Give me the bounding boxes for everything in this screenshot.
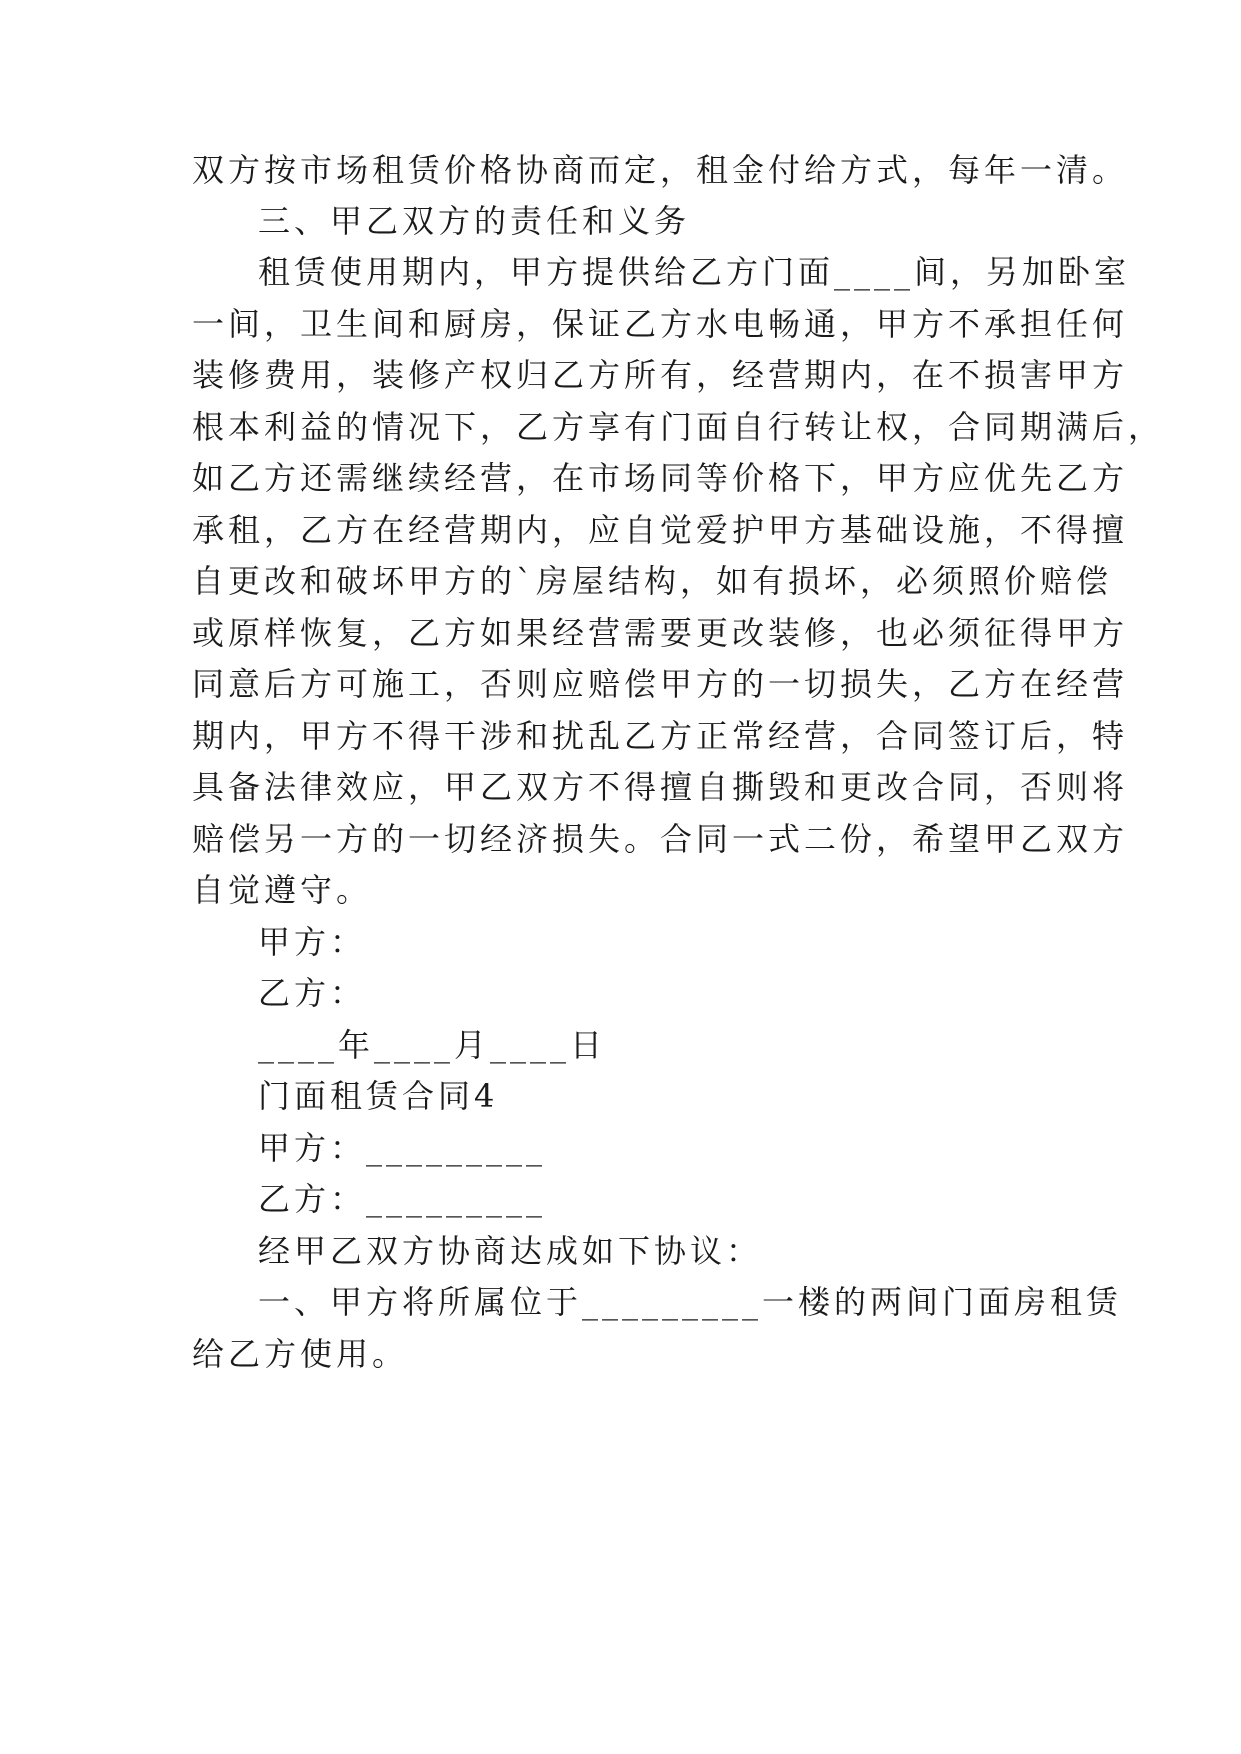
text-line: 经甲乙双方协商达成如下协议： — [258, 1232, 763, 1270]
section-heading: 三、甲乙双方的责任和义务 — [258, 202, 691, 240]
party-a-field: 甲方：_________ — [258, 1129, 547, 1167]
text-line: 双方按市场租赁价格协商而定，租金付给方式，每年一清。 — [192, 151, 1129, 189]
text-line: 或原样恢复，乙方如果经营需要更改装修，也必须征得甲方 — [192, 614, 1129, 652]
text-line: 期内，甲方不得干涉和扰乱乙方正常经营，合同签订后，特 — [192, 717, 1129, 755]
text-line: 自觉遵守。 — [192, 871, 373, 909]
text-line: 根本利益的情况下，乙方享有门面自行转让权，合同期满后， — [192, 408, 1165, 446]
text-line: 一间，卫生间和厨房，保证乙方水电畅通，甲方不承担任何 — [192, 305, 1129, 343]
text-line: 一、甲方将所属位于_________一楼的两间门面房租赁 — [258, 1283, 1123, 1321]
party-a-label: 甲方： — [258, 923, 367, 961]
text-line: 装修费用，装修产权归乙方所有，经营期内，在不损害甲方 — [192, 356, 1129, 394]
date-line: ____年____月____日 — [258, 1026, 607, 1064]
text-line: 自更改和破坏甲方的`房屋结构，如有损坏，必须照价赔偿 — [192, 562, 1113, 600]
text-line: 具备法律效应，甲乙双方不得擅自撕毁和更改合同，否则将 — [192, 768, 1129, 806]
text-line: 租赁使用期内，甲方提供给乙方门面____间，另加卧室 — [258, 253, 1131, 291]
text-line: 同意后方可施工，否则应赔偿甲方的一切损失，乙方在经营 — [192, 665, 1129, 703]
text-line: 赔偿另一方的一切经济损失。合同一式二份，希望甲乙双方 — [192, 820, 1129, 858]
contract-title: 门面租赁合同4 — [258, 1077, 499, 1115]
text-line: 如乙方还需继续经营，在市场同等价格下，甲方应优先乙方 — [192, 459, 1129, 497]
party-b-label: 乙方： — [258, 974, 367, 1012]
text-line: 承租，乙方在经营期内，应自觉爱护甲方基础设施，不得擅 — [192, 511, 1129, 549]
party-b-field: 乙方：_________ — [258, 1180, 547, 1218]
text-line: 给乙方使用。 — [192, 1335, 409, 1373]
